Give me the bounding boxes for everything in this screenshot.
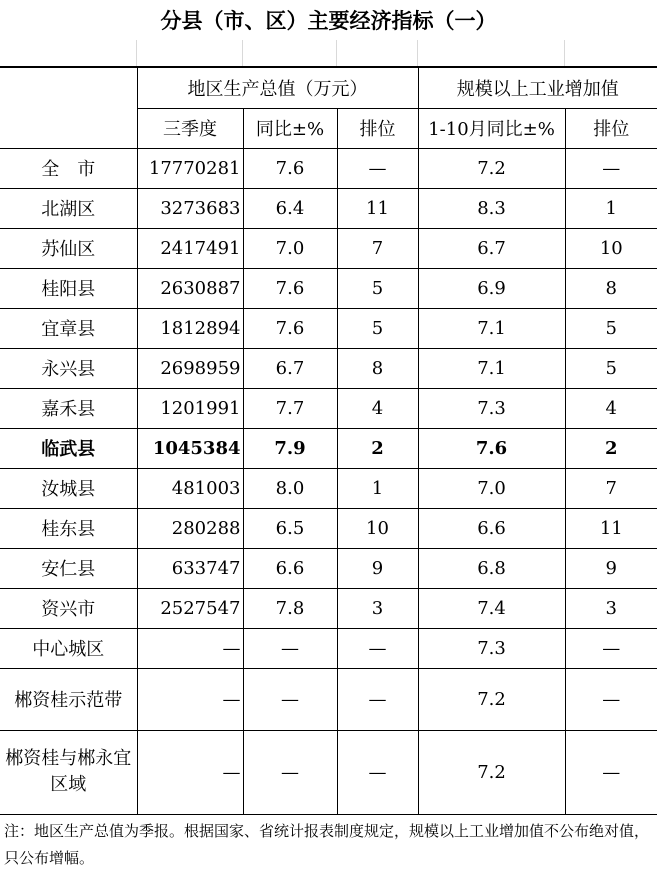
q3-value-cell: 1812894: [137, 308, 243, 348]
table-row: [0, 308, 657, 348]
rank-value-cell: 3: [337, 588, 418, 628]
ind-yoy-value-cell: 6.7: [418, 228, 565, 268]
ind-yoy-value-cell: 6.6: [418, 508, 565, 548]
header-rank: 排位: [337, 108, 418, 148]
rank-value-cell: —: [337, 730, 418, 814]
yoy-value-cell: 7.0: [243, 228, 337, 268]
header-gdp-group: 地区生产总值（万元）: [137, 67, 418, 108]
region-name-cell: 全 市: [0, 148, 137, 188]
q3-value-cell: 280288: [137, 508, 243, 548]
ind-rank-value-cell: —: [565, 148, 657, 188]
header-yoy: 同比±%: [243, 108, 337, 148]
gridline: [242, 40, 243, 66]
yoy-value-cell: —: [243, 628, 337, 668]
region-name-cell: 资兴市: [0, 588, 137, 628]
rank-value-cell: 5: [337, 308, 418, 348]
header-ind-yoy: 1-10月同比±%: [418, 108, 565, 148]
rank-value-cell: 10: [337, 508, 418, 548]
rank-value-cell: —: [337, 148, 418, 188]
table-row: [0, 228, 657, 268]
region-name-cell: 桂阳县: [0, 268, 137, 308]
region-name-cell: 郴资桂与郴永宜区域: [0, 730, 137, 814]
rank-value-cell: 7: [337, 228, 418, 268]
yoy-value-cell: 7.8: [243, 588, 337, 628]
q3-value-cell: 1201991: [137, 388, 243, 428]
region-name-cell: 桂东县: [0, 508, 137, 548]
rank-value-cell: 5: [337, 268, 418, 308]
ind-yoy-value-cell: 7.1: [418, 348, 565, 388]
ind-yoy-value-cell: 7.0: [418, 468, 565, 508]
q3-value-cell: 2698959: [137, 348, 243, 388]
ind-rank-value-cell: 5: [565, 308, 657, 348]
q3-value-cell: 2630887: [137, 268, 243, 308]
table-row: [0, 268, 657, 308]
q3-value-cell: 17770281: [137, 148, 243, 188]
yoy-value-cell: —: [243, 730, 337, 814]
rank-value-cell: 2: [337, 428, 418, 468]
ind-rank-value-cell: 1: [565, 188, 657, 228]
ind-yoy-value-cell: 8.3: [418, 188, 565, 228]
ind-yoy-value-cell: 7.3: [418, 388, 565, 428]
yoy-value-cell: 7.6: [243, 268, 337, 308]
footnote: 注：地区生产总值为季报。根据国家、省统计报表制度规定，规模以上工业增加值不公布绝对值，只公布增幅。: [4, 822, 650, 867]
gridline: [417, 40, 418, 66]
q3-value-cell: 2527547: [137, 588, 243, 628]
ind-yoy-value-cell: 7.4: [418, 588, 565, 628]
spacer-row: [0, 40, 657, 66]
rank-value-cell: —: [337, 668, 418, 730]
yoy-value-cell: 7.9: [243, 428, 337, 468]
ind-rank-value-cell: —: [565, 668, 657, 730]
q3-value-cell: 2417491: [137, 228, 243, 268]
rank-value-cell: 4: [337, 388, 418, 428]
ind-yoy-value-cell: 7.2: [418, 730, 565, 814]
indicator-table: [0, 66, 657, 815]
ind-rank-value-cell: —: [565, 628, 657, 668]
region-name-cell: 宜章县: [0, 308, 137, 348]
yoy-value-cell: 6.6: [243, 548, 337, 588]
ind-rank-value-cell: 5: [565, 348, 657, 388]
q3-value-cell: —: [137, 668, 243, 730]
table-row: [0, 428, 657, 468]
ind-yoy-value-cell: 7.1: [418, 308, 565, 348]
ind-yoy-value-cell: 7.3: [418, 628, 565, 668]
region-name-cell: 汝城县: [0, 468, 137, 508]
table-row: [0, 668, 657, 730]
ind-rank-value-cell: 10: [565, 228, 657, 268]
yoy-value-cell: 6.5: [243, 508, 337, 548]
header-industry-group: 规模以上工业增加值: [418, 67, 657, 108]
q3-value-cell: 633747: [137, 548, 243, 588]
table-row: [0, 348, 657, 388]
rank-value-cell: 9: [337, 548, 418, 588]
header-region-cell: [0, 67, 137, 148]
table-row: [0, 148, 657, 188]
yoy-value-cell: 6.7: [243, 348, 337, 388]
table-row: [0, 468, 657, 508]
table-row: [0, 188, 657, 228]
rank-value-cell: 11: [337, 188, 418, 228]
table-row: [0, 628, 657, 668]
header-ind-rank: 排位: [565, 108, 657, 148]
q3-value-cell: 481003: [137, 468, 243, 508]
ind-yoy-value-cell: 7.2: [418, 668, 565, 730]
ind-rank-value-cell: 2: [565, 428, 657, 468]
gridline: [136, 40, 137, 66]
ind-yoy-value-cell: 6.9: [418, 268, 565, 308]
ind-yoy-value-cell: 7.2: [418, 148, 565, 188]
q3-value-cell: —: [137, 730, 243, 814]
ind-rank-value-cell: 4: [565, 388, 657, 428]
region-name-cell: 临武县: [0, 428, 137, 468]
header-q3: 三季度: [137, 108, 243, 148]
region-name-cell: 中心城区: [0, 628, 137, 668]
gridline: [336, 40, 337, 66]
gridline: [564, 40, 565, 66]
rank-value-cell: —: [337, 628, 418, 668]
ind-yoy-value-cell: 6.8: [418, 548, 565, 588]
table-row: [0, 508, 657, 548]
ind-rank-value-cell: 9: [565, 548, 657, 588]
yoy-value-cell: 7.6: [243, 308, 337, 348]
table-row: [0, 730, 657, 814]
ind-rank-value-cell: 8: [565, 268, 657, 308]
region-name-cell: 安仁县: [0, 548, 137, 588]
page-title: 分县（市、区）主要经济指标（一）: [160, 9, 497, 33]
region-name-cell: 苏仙区: [0, 228, 137, 268]
rank-value-cell: 8: [337, 348, 418, 388]
region-name-cell: 嘉禾县: [0, 388, 137, 428]
region-name-cell: 北湖区: [0, 188, 137, 228]
yoy-value-cell: 6.4: [243, 188, 337, 228]
yoy-value-cell: —: [243, 668, 337, 730]
ind-rank-value-cell: —: [565, 730, 657, 814]
q3-value-cell: 1045384: [137, 428, 243, 468]
table-row: [0, 388, 657, 428]
q3-value-cell: —: [137, 628, 243, 668]
q3-value-cell: 3273683: [137, 188, 243, 228]
ind-rank-value-cell: 11: [565, 508, 657, 548]
table-row: [0, 588, 657, 628]
ind-rank-value-cell: 7: [565, 468, 657, 508]
region-name-cell: 永兴县: [0, 348, 137, 388]
ind-yoy-value-cell: 7.6: [418, 428, 565, 468]
header-row-group: [0, 67, 657, 108]
ind-rank-value-cell: 3: [565, 588, 657, 628]
yoy-value-cell: 7.7: [243, 388, 337, 428]
rank-value-cell: 1: [337, 468, 418, 508]
table-row: [0, 548, 657, 588]
region-name-cell: 郴资桂示范带: [0, 668, 137, 730]
yoy-value-cell: 7.6: [243, 148, 337, 188]
yoy-value-cell: 8.0: [243, 468, 337, 508]
